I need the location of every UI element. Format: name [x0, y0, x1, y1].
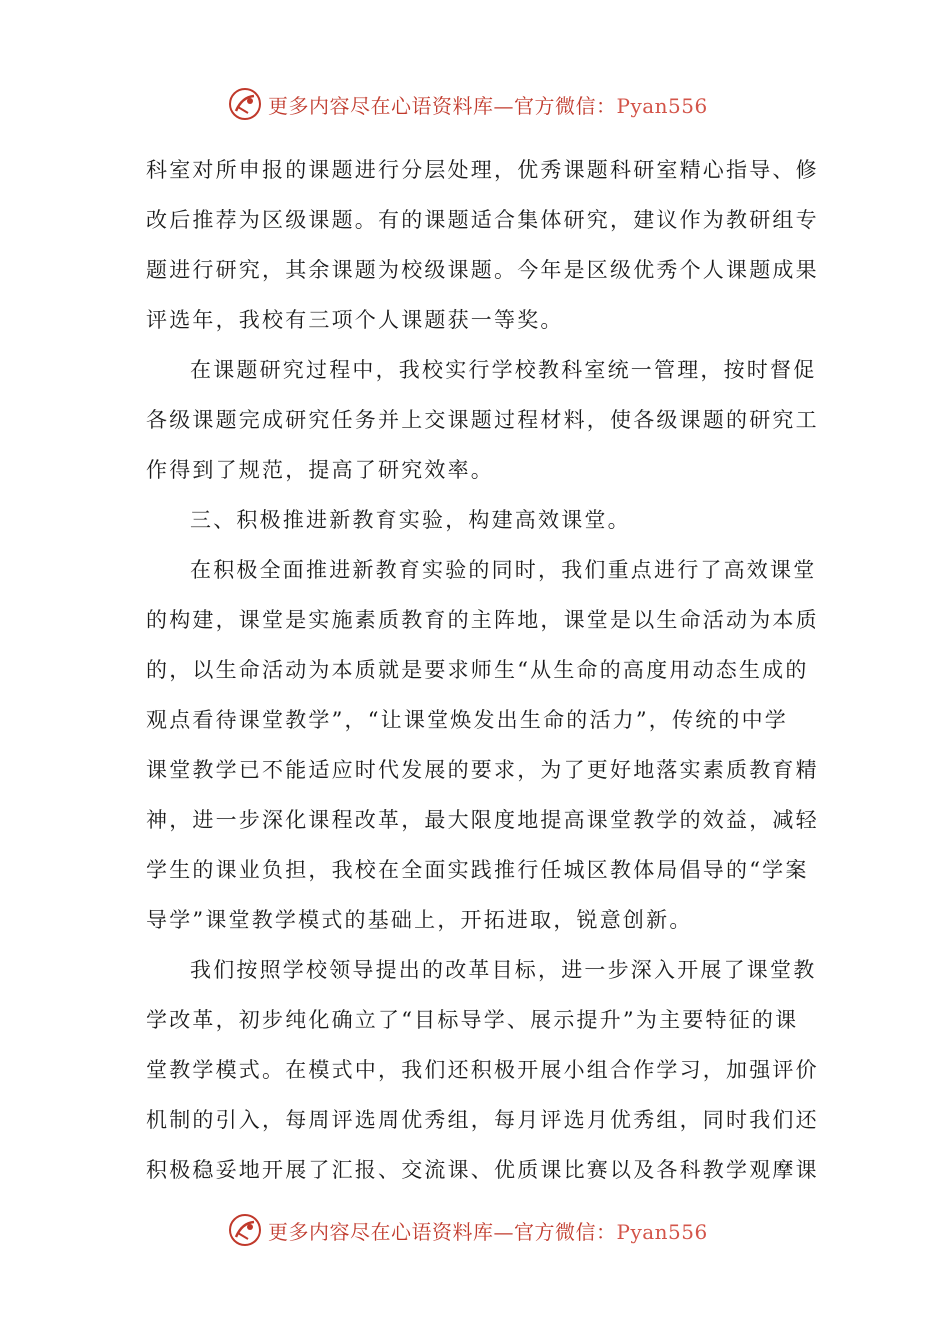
text-line: 评选年，我校有三项个人课题获一等奖。 [146, 308, 564, 332]
text-line: 在课题研究过程中，我校实行学校教科室统一管理，按时督促 [190, 358, 817, 382]
text-line: 观点看待课堂教学”，“让课堂焕发出生命的活力”，传统的中学 [146, 708, 789, 732]
red-circular-seal-icon [228, 87, 262, 121]
red-circular-seal-icon [228, 1213, 262, 1247]
wechat-id: Pyan556 [616, 1219, 708, 1244]
text-line: 在积极全面推进新教育实验的同时，我们重点进行了高效课堂 [190, 558, 817, 582]
text-line: 学生的课业负担，我校在全面实践推行任城区教体局倡导的“学案 [146, 858, 809, 882]
text-line: 课堂教学已不能适应时代发展的要求，为了更好地落实素质教育精 [146, 758, 819, 782]
text-line: 作得到了规范，提高了研究效率。 [146, 458, 494, 482]
watermark-text: 更多内容尽在心语资料库—官方微信：Pyan556 [268, 93, 708, 118]
text-line: 的，以生命活动为本质就是要求师生“从生命的高度用动态生成的 [146, 658, 809, 682]
text-line: 学改革，初步纯化确立了“目标导学、展示提升”为主要特征的课 [146, 1008, 799, 1032]
text-line: 我们按照学校领导提出的改革目标，进一步深入开展了课堂教 [190, 958, 817, 982]
watermark-text: 更多内容尽在心语资料库—官方微信：Pyan556 [268, 1219, 708, 1244]
text-line: 堂教学模式。在模式中，我们还积极开展小组合作学习，加强评价 [146, 1058, 819, 1082]
header-watermark [228, 86, 748, 122]
footer-watermark [228, 1212, 748, 1248]
text-line: 改后推荐为区级课题。有的课题适合集体研究，建议作为教研组专 [146, 208, 819, 232]
text-line: 机制的引入，每周评选周优秀组，每月评选月优秀组，同时我们还 [146, 1108, 819, 1132]
text-line: 神，进一步深化课程改革，最大限度地提高课堂教学的效益，减轻 [146, 808, 819, 832]
body-text [146, 148, 819, 1198]
text-line: 导学”课堂教学模式的基础上，开拓进取，锐意创新。 [146, 908, 693, 932]
text-line: 题进行研究，其余课题为校级课题。今年是区级优秀个人课题成果 [146, 258, 819, 282]
wechat-id: Pyan556 [616, 93, 708, 118]
text-line: 三、积极推进新教育实验，构建高效课堂。 [190, 508, 631, 532]
text-line: 的构建，课堂是实施素质教育的主阵地，课堂是以生命活动为本质 [146, 608, 819, 632]
text-line: 科室对所申报的课题进行分层处理，优秀课题科研室精心指导、修 [146, 158, 819, 182]
text-line: 积极稳妥地开展了汇报、交流课、优质课比赛以及各科教学观摩课 [146, 1158, 819, 1182]
text-line: 各级课题完成研究任务并上交课题过程材料，使各级课题的研究工 [146, 408, 819, 432]
